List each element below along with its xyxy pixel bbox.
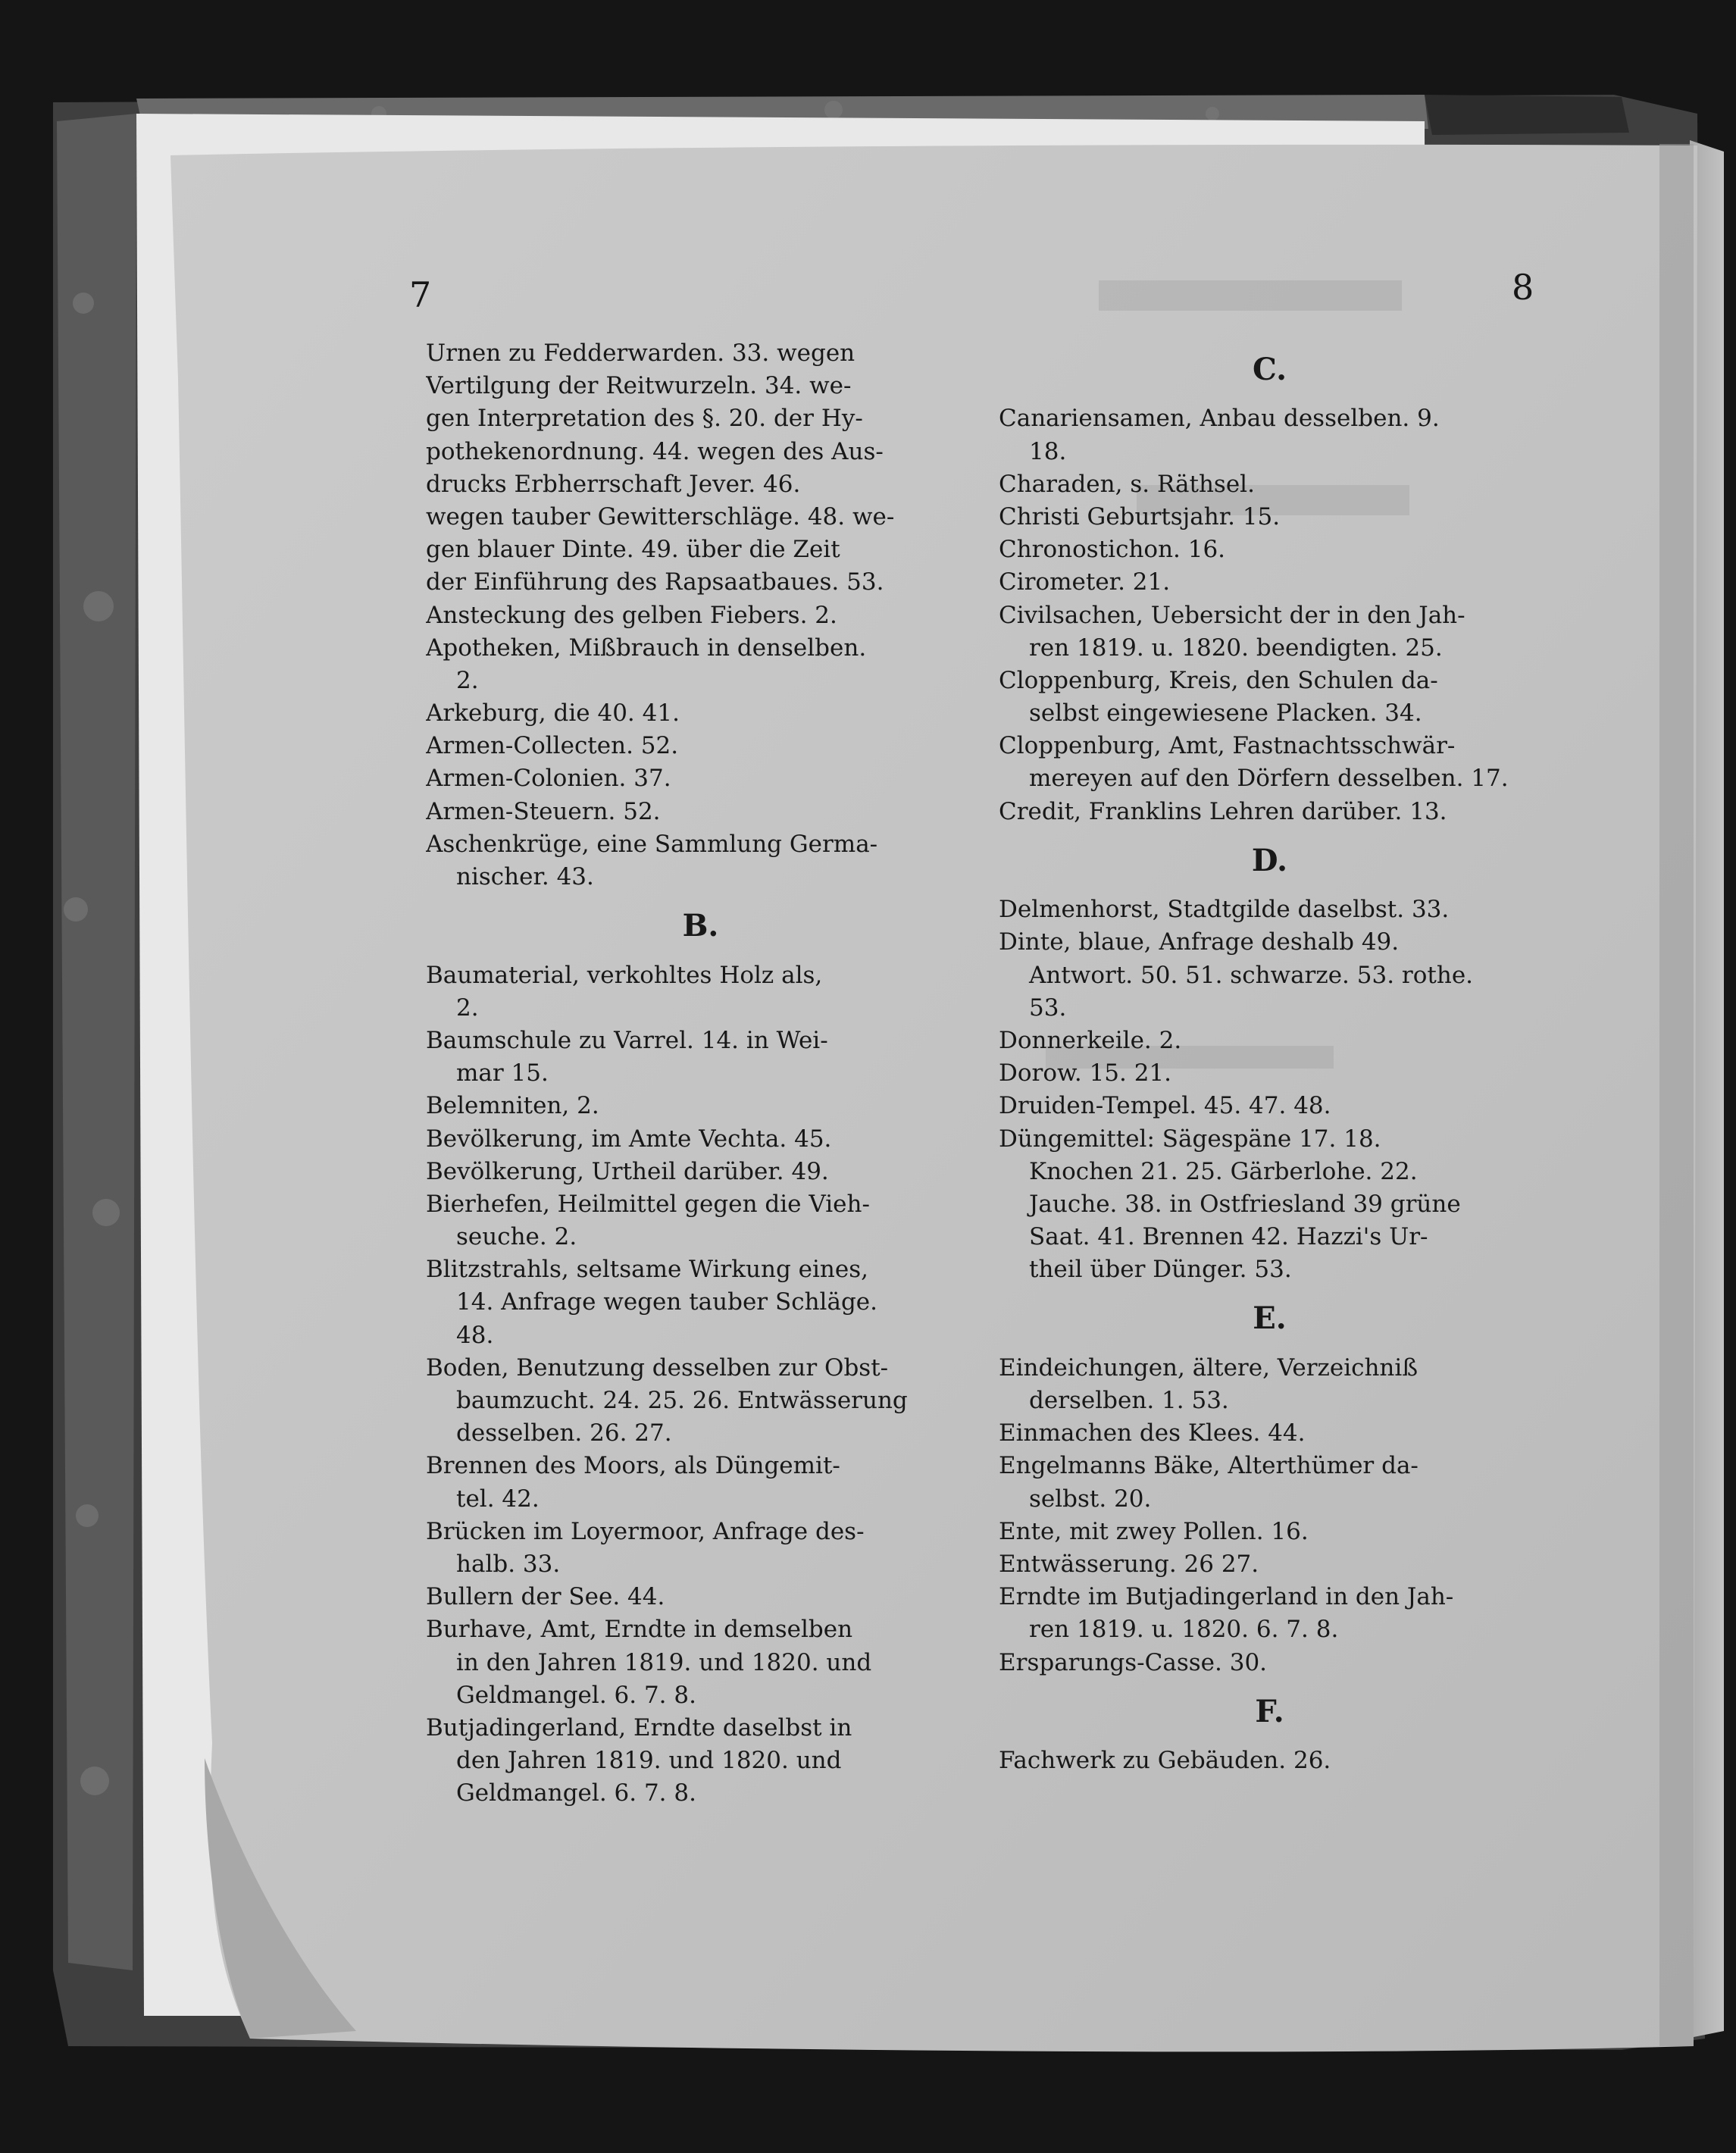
index-entry: Einmachen des Klees. 44.	[999, 1419, 1306, 1447]
index-entry-continuation: selbst. 20.	[1029, 1485, 1152, 1513]
index-entry: Druiden-Tempel. 45. 47. 48.	[999, 1092, 1331, 1120]
index-entry: Erndte im Butjadingerland in den Jah-	[999, 1583, 1454, 1611]
index-entry-continuation: wegen tauber Gewitterschläge. 48. we-	[426, 502, 895, 530]
index-entry: Bevölkerung, Urtheil darüber. 49.	[426, 1157, 829, 1185]
letter-heading: C.	[1252, 352, 1287, 387]
index-entry: Dorow. 15. 21.	[999, 1059, 1172, 1087]
index-entry-continuation: Geldmangel. 6. 7. 8.	[456, 1681, 696, 1709]
index-entry-continuation: in den Jahren 1819. und 1820. und	[456, 1648, 872, 1676]
index-entry-continuation: Knochen 21. 25. Gärberlohe. 22.	[1029, 1157, 1418, 1185]
index-entry: Arkeburg, die 40. 41.	[426, 699, 680, 728]
index-entry-continuation: Jauche. 38. in Ostfriesland 39 grüne	[1029, 1190, 1461, 1218]
page-number-right: 8	[1512, 267, 1534, 308]
index-entry-continuation: drucks Erbherrschaft Jever. 46.	[426, 470, 801, 498]
index-entry: Donnerkeile. 2.	[999, 1026, 1182, 1054]
index-entry: Charaden, s. Räthsel.	[999, 470, 1255, 498]
cover-marbling	[57, 114, 136, 1970]
index-entry: Bullern der See. 44.	[426, 1583, 665, 1611]
index-entry-continuation: seuche. 2.	[456, 1223, 577, 1251]
index-entry: Fachwerk zu Gebäuden. 26.	[999, 1747, 1331, 1775]
index-column-right	[999, 337, 1541, 1777]
index-entry: Entwässerung. 26 27.	[999, 1550, 1259, 1578]
index-entry-continuation: der Einführung des Rapsaatbaues. 53.	[426, 568, 884, 596]
index-entry-continuation: Urnen zu Fedderwarden. 33. wegen	[426, 340, 855, 367]
index-entry-continuation: pothekenordnung. 44. wegen des Aus-	[426, 437, 884, 465]
index-entry: Eindeichungen, ältere, Verzeichniß	[999, 1353, 1419, 1382]
index-entry: Armen-Collecten. 52.	[426, 732, 679, 760]
index-entry: Delmenhorst, Stadtgilde daselbst. 33.	[999, 896, 1450, 924]
index-entry: Canariensamen, Anbau desselben. 9.	[999, 405, 1440, 433]
index-entry: Ansteckung des gelben Fiebers. 2.	[426, 601, 837, 629]
index-entry-continuation: tel. 42.	[456, 1485, 540, 1513]
index-entry: Belemniten, 2.	[426, 1092, 599, 1120]
index-entry: Dinte, blaue, Anfrage deshalb 49.	[999, 928, 1400, 956]
page-number-left: 7	[409, 274, 432, 315]
letter-heading: F.	[1255, 1693, 1284, 1729]
index-entry: Burhave, Amt, Erndte in demselben	[426, 1616, 853, 1644]
index-entry-continuation: derselben. 1. 53.	[1029, 1387, 1229, 1415]
index-entry: Aschenkrüge, eine Sammlung Germa-	[426, 830, 878, 858]
index-entry: Brücken im Loyermoor, Anfrage des-	[426, 1517, 865, 1545]
index-entry-continuation: nischer. 43.	[456, 863, 594, 890]
index-entry: Bevölkerung, im Amte Vechta. 45.	[426, 1125, 832, 1153]
index-entry-continuation: 2.	[456, 994, 479, 1022]
index-entry: Chronostichon. 16.	[999, 536, 1226, 564]
index-entry: Civilsachen, Uebersicht der in den Jah-	[999, 601, 1465, 629]
index-entry: Apotheken, Mißbrauch in denselben.	[426, 634, 867, 662]
index-entry: Butjadingerland, Erndte daselbst in	[426, 1713, 852, 1741]
index-entry: Cloppenburg, Amt, Fastnachtsschwär-	[999, 732, 1456, 760]
index-entry: Engelmanns Bäke, Alterthümer da-	[999, 1452, 1419, 1480]
index-entry: Cirometer. 21.	[999, 568, 1171, 596]
index-entry-continuation: 53.	[1029, 994, 1067, 1022]
index-entry: Christi Geburtsjahr. 15.	[999, 502, 1281, 530]
index-entry: Bierhefen, Heilmittel gegen die Vieh-	[426, 1190, 870, 1218]
index-entry-continuation: gen Interpretation des §. 20. der Hy-	[426, 405, 863, 433]
index-entry-continuation: gen blauer Dinte. 49. über die Zeit	[426, 536, 840, 564]
index-entry: Brennen des Moors, als Düngemit-	[426, 1452, 840, 1480]
index-entry-continuation: ren 1819. u. 1820. 6. 7. 8.	[1029, 1616, 1339, 1644]
index-entry-continuation: den Jahren 1819. und 1820. und	[456, 1747, 842, 1775]
index-entry: Baumaterial, verkohltes Holz als,	[426, 961, 823, 989]
index-entry-continuation: mereyen auf den Dörfern desselben. 17.	[1029, 765, 1509, 793]
index-entry: Cloppenburg, Kreis, den Schulen da-	[999, 666, 1438, 694]
index-entry-continuation: Saat. 41. Brennen 42. Hazzi's Ur-	[1029, 1223, 1428, 1251]
index-entry: Ersparungs-Casse. 30.	[999, 1648, 1268, 1676]
index-entry: Ente, mit zwey Pollen. 16.	[999, 1517, 1309, 1545]
index-entry-continuation: ren 1819. u. 1820. beendigten. 25.	[1029, 634, 1443, 662]
index-entry-continuation: Vertilgung der Reitwurzeln. 34. we-	[426, 372, 852, 400]
index-entry-continuation: baumzucht. 24. 25. 26. Entwässerung	[456, 1387, 908, 1415]
index-entry-continuation: selbst eingewiesene Placken. 34.	[1029, 699, 1422, 728]
letter-heading: B.	[682, 908, 719, 944]
index-column-left	[426, 337, 975, 1810]
letter-heading: E.	[1253, 1300, 1287, 1337]
index-entry: Armen-Colonien. 37.	[426, 765, 671, 793]
index-entry-continuation: desselben. 26. 27.	[456, 1419, 672, 1447]
index-entry-continuation: 2.	[456, 666, 479, 694]
index-entry-continuation: mar 15.	[456, 1059, 549, 1087]
index-entry-continuation: Antwort. 50. 51. schwarze. 53. rothe.	[1029, 961, 1474, 989]
index-entry-continuation: 14. Anfrage wegen tauber Schläge.	[456, 1288, 877, 1316]
index-entry: Düngemittel: Sägespäne 17. 18.	[999, 1125, 1381, 1153]
index-entry-continuation: 18.	[1029, 437, 1067, 465]
index-entry-continuation: Geldmangel. 6. 7. 8.	[456, 1779, 696, 1807]
index-entry-continuation: theil über Dünger. 53.	[1029, 1256, 1292, 1284]
index-entry: Baumschule zu Varrel. 14. in Wei-	[426, 1026, 828, 1054]
index-entry-continuation: 48.	[456, 1321, 494, 1349]
index-entry: Blitzstrahls, seltsame Wirkung eines,	[426, 1256, 868, 1284]
index-entry: Boden, Benutzung desselben zur Obst-	[426, 1353, 889, 1382]
index-entry: Credit, Franklins Lehren darüber. 13.	[999, 797, 1447, 825]
index-entry-continuation: halb. 33.	[456, 1550, 561, 1578]
index-entry: Armen-Steuern. 52.	[426, 797, 661, 825]
letter-heading: D.	[1251, 842, 1288, 878]
